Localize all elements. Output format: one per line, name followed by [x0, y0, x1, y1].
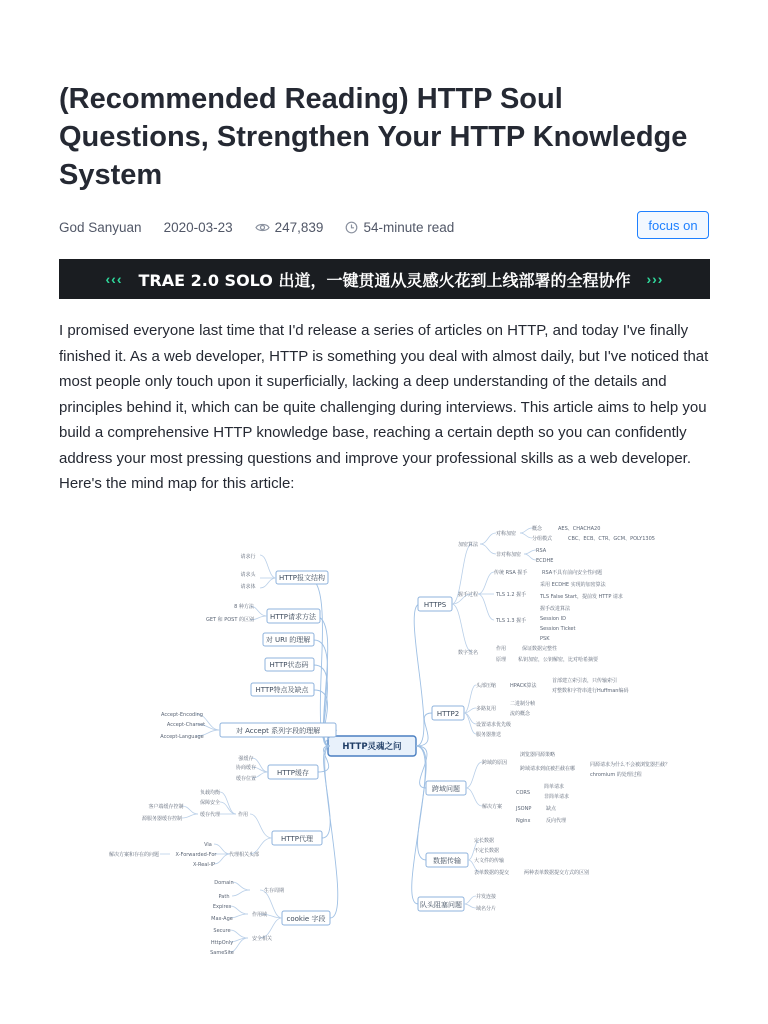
svg-text:数字签名: 数字签名 — [458, 650, 479, 656]
svg-text:RSA: RSA — [536, 548, 547, 554]
svg-text:请求行: 请求行 — [240, 554, 256, 560]
svg-text:握手改进算法: 握手改进算法 — [540, 606, 571, 612]
svg-text:Expires: Expires — [212, 904, 232, 910]
svg-text:HTTPS: HTTPS — [423, 601, 447, 609]
svg-text:Via: Via — [204, 842, 212, 848]
svg-text:传统 RSA 握手: 传统 RSA 握手 — [494, 570, 528, 576]
svg-text:TLS 1.3 握手: TLS 1.3 握手 — [496, 618, 527, 624]
svg-text:浏览器同源策略: 浏览器同源策略 — [520, 752, 556, 758]
svg-text:作用: 作用 — [237, 812, 249, 818]
svg-text:作用域: 作用域 — [252, 912, 268, 918]
svg-text:HTTP状态码: HTTP状态码 — [269, 661, 309, 669]
svg-text:CBC、ECB、CTR、GCM、POLY1305: CBC、ECB、CTR、GCM、POLY1305 — [568, 536, 655, 542]
promo-banner[interactable] — [59, 259, 710, 299]
svg-text:对称加密: 对称加密 — [496, 531, 517, 537]
svg-text:请求体: 请求体 — [240, 584, 256, 590]
svg-text:HTTP2: HTTP2 — [436, 710, 460, 718]
svg-text:对 Accept 系列字段的理解: 对 Accept 系列字段的理解 — [235, 727, 321, 735]
mind-map-root-label: HTTP灵魂之问 — [342, 742, 402, 752]
svg-text:Path: Path — [218, 894, 230, 900]
svg-text:缓存位置: 缓存位置 — [235, 776, 257, 782]
node-uri — [263, 633, 314, 646]
svg-text:并发连接: 并发连接 — [476, 894, 497, 900]
svg-text:HTTP缓存: HTTP缓存 — [277, 769, 309, 777]
banner-right-arrows: ››› — [646, 271, 664, 287]
svg-text:简单请求: 简单请求 — [544, 784, 565, 790]
read-time-value: 54-minute read — [363, 219, 455, 235]
svg-text:SameSite: SameSite — [210, 950, 234, 956]
node-data-transfer — [426, 837, 589, 876]
svg-text:Accept-Encoding: Accept-Encoding — [161, 712, 203, 718]
svg-text:跨域的原因: 跨域的原因 — [482, 760, 508, 766]
svg-text:X-Forwarded-For: X-Forwarded-For — [175, 852, 217, 858]
banner-left-arrows: ‹‹‹ — [105, 271, 123, 287]
svg-text:数据传输: 数据传输 — [433, 857, 461, 865]
svg-text:HttpOnly: HttpOnly — [210, 940, 234, 946]
node-request-methods — [206, 603, 320, 623]
svg-text:反向代理: 反向代理 — [546, 818, 567, 824]
author-name[interactable]: God Sanyuan — [59, 219, 142, 235]
svg-text:定长数据: 定长数据 — [474, 838, 495, 844]
read-time — [345, 220, 454, 235]
svg-text:二进制分帧: 二进制分帧 — [510, 701, 536, 707]
svg-text:HTTP请求方法: HTTP请求方法 — [270, 613, 316, 621]
svg-text:采用 ECDHE 实现的加密算法: 采用 ECDHE 实现的加密算法 — [540, 582, 606, 588]
svg-text:概念: 概念 — [532, 526, 543, 532]
node-https — [418, 525, 655, 663]
clock-icon — [345, 221, 358, 234]
svg-text:私钥加密，公钥解密，比对哈希摘要: 私钥加密，公钥解密，比对哈希摘要 — [518, 657, 599, 663]
svg-text:TLS False Start，提前发 HTTP 请求: TLS False Start，提前发 HTTP 请求 — [540, 594, 623, 600]
svg-text:Secure: Secure — [213, 928, 231, 934]
svg-text:跨域问题: 跨域问题 — [432, 785, 460, 793]
svg-text:分组模式: 分组模式 — [532, 536, 553, 542]
svg-text:RSA不具有前向安全性问题: RSA不具有前向安全性问题 — [542, 570, 603, 576]
svg-text:X-Real-IP: X-Real-IP — [192, 862, 216, 868]
svg-text:解决方案和存在的问题: 解决方案和存在的问题 — [108, 852, 160, 858]
svg-text:HTTP特点及缺点: HTTP特点及缺点 — [255, 686, 309, 694]
follow-button[interactable]: focus on — [637, 211, 709, 239]
article-intro: I promised everyone last time that I'd release a series of articles on HTTP, and today I've finally finished it. As a web developer, HTTP is something you deal with almost daily, but I've noticed that most people only touch upon it superficially, lacking a deep understanding of the details and principles behind it, which can be quite challenging during interviews. This article aims to help you build a comprehensive HTTP knowledge base, reaching a certain depth so you can confidently address your most pressing questions and improve your professional skills as a web developer. Here's the mind map for this article: — [59, 322, 709, 492]
publish-date: 2020-03-23 — [163, 219, 233, 235]
svg-text:解决方案: 解决方案 — [482, 804, 503, 810]
node-status-code — [265, 658, 314, 671]
node-cookie — [210, 880, 330, 956]
node-accept-fields — [160, 712, 336, 740]
svg-text:Session ID: Session ID — [540, 616, 566, 622]
svg-text:强缓存: 强缓存 — [238, 756, 254, 762]
svg-text:非对称加密: 非对称加密 — [496, 552, 522, 558]
svg-text:握手过程: 握手过程 — [458, 592, 479, 598]
svg-text:大文件的传输: 大文件的传输 — [474, 858, 505, 864]
mind-map-image — [100, 518, 670, 963]
svg-text:代理相关头部: 代理相关头部 — [228, 852, 260, 858]
article-title: (Recommended Reading) HTTP Soul Questions, Strengthen Your HTTP Knowledge System — [59, 83, 688, 191]
node-http2 — [432, 677, 628, 738]
svg-text:生存周期: 生存周期 — [264, 888, 285, 894]
svg-text:安全相关: 安全相关 — [252, 936, 273, 942]
svg-text:Nginx: Nginx — [516, 818, 531, 824]
svg-text:Domain: Domain — [214, 880, 234, 886]
svg-text:ECDHE: ECDHE — [536, 558, 554, 564]
svg-text:保证数据完整性: 保证数据完整性 — [522, 646, 558, 652]
svg-text:负载均衡: 负载均衡 — [199, 790, 221, 796]
svg-text:保障安全: 保障安全 — [199, 800, 221, 806]
svg-text:非简单请求: 非简单请求 — [544, 794, 570, 800]
article-meta — [59, 214, 709, 240]
svg-text:跨域请求到底被拦截在哪: 跨域请求到底被拦截在哪 — [520, 766, 576, 772]
mind-map-svg — [100, 518, 670, 963]
node-message-structure — [240, 553, 328, 590]
svg-text:服务器推送: 服务器推送 — [476, 732, 502, 738]
svg-text:两种表单数据提交方式的区别: 两种表单数据提交方式的区别 — [524, 870, 590, 876]
svg-text:chromium 的处理过程: chromium 的处理过程 — [590, 772, 642, 778]
svg-text:PSK: PSK — [540, 636, 550, 642]
svg-text:HPACK算法: HPACK算法 — [510, 683, 537, 689]
svg-text:源服务器缓存控制: 源服务器缓存控制 — [141, 816, 183, 822]
svg-text:8 种方法: 8 种方法 — [234, 604, 254, 610]
svg-text:表单数据的提交: 表单数据的提交 — [474, 870, 510, 876]
svg-text:AES、CHACHA20: AES、CHACHA20 — [558, 526, 601, 532]
svg-text:多路复用: 多路复用 — [476, 706, 497, 712]
svg-text:设置请求优先级: 设置请求优先级 — [476, 722, 512, 728]
svg-text:CORS: CORS — [516, 790, 531, 796]
view-count-value: 247,839 — [274, 219, 324, 235]
svg-text:对整数和字符串进行Huffman编码: 对整数和字符串进行Huffman编码 — [552, 688, 629, 694]
svg-text:缓存代理: 缓存代理 — [199, 812, 221, 818]
svg-text:不定长数据: 不定长数据 — [474, 848, 500, 854]
svg-text:HTTP报文结构: HTTP报文结构 — [279, 574, 325, 582]
svg-text:首部建立索引表，只传输索引: 首部建立索引表，只传输索引 — [552, 678, 618, 684]
svg-text:Accept-Charset: Accept-Charset — [166, 722, 206, 728]
svg-text:Max-Age: Max-Age — [211, 916, 233, 922]
svg-text:原理: 原理 — [496, 657, 507, 663]
node-http-cache — [236, 755, 318, 782]
node-cross-origin — [426, 751, 670, 824]
node-http-features — [251, 683, 314, 696]
svg-text:HTTP代理: HTTP代理 — [281, 835, 313, 843]
svg-text:对 URI 的理解: 对 URI 的理解 — [265, 636, 311, 644]
svg-text:流的概念: 流的概念 — [510, 711, 531, 717]
svg-text:加密算法: 加密算法 — [458, 542, 479, 548]
view-count — [255, 220, 324, 235]
svg-text:域名分片: 域名分片 — [476, 906, 497, 912]
svg-text:cookie 字段: cookie 字段 — [286, 915, 326, 923]
svg-text:缺点: 缺点 — [546, 806, 557, 812]
banner-text: TRAE 2.0 SOLO 出道，一键贯通从灵感火花到上线部署的全程协作 — [138, 270, 631, 290]
svg-text:同源请求为什么不会被浏览器拦截？: 同源请求为什么不会被浏览器拦截？ — [590, 762, 670, 768]
svg-text:协商缓存: 协商缓存 — [235, 765, 257, 771]
svg-text:GET 和 POST 的区别: GET 和 POST 的区别 — [205, 617, 255, 623]
node-http-proxy — [109, 789, 322, 868]
svg-text:Accept-Language: Accept-Language — [160, 734, 204, 740]
svg-text:JSONP: JSONP — [516, 806, 532, 812]
node-head-of-line-blocking — [418, 893, 496, 912]
svg-text:TLS 1.2 握手: TLS 1.2 握手 — [496, 592, 527, 598]
svg-text:头部压缩: 头部压缩 — [476, 683, 497, 689]
svg-text:客户端缓存控制: 客户端缓存控制 — [148, 804, 184, 810]
svg-text:队头阻塞问题: 队头阻塞问题 — [420, 901, 462, 909]
svg-text:Session Ticket: Session Ticket — [540, 626, 576, 632]
eye-icon — [255, 222, 270, 233]
svg-text:作用: 作用 — [496, 646, 507, 652]
svg-text:请求头: 请求头 — [240, 572, 256, 578]
